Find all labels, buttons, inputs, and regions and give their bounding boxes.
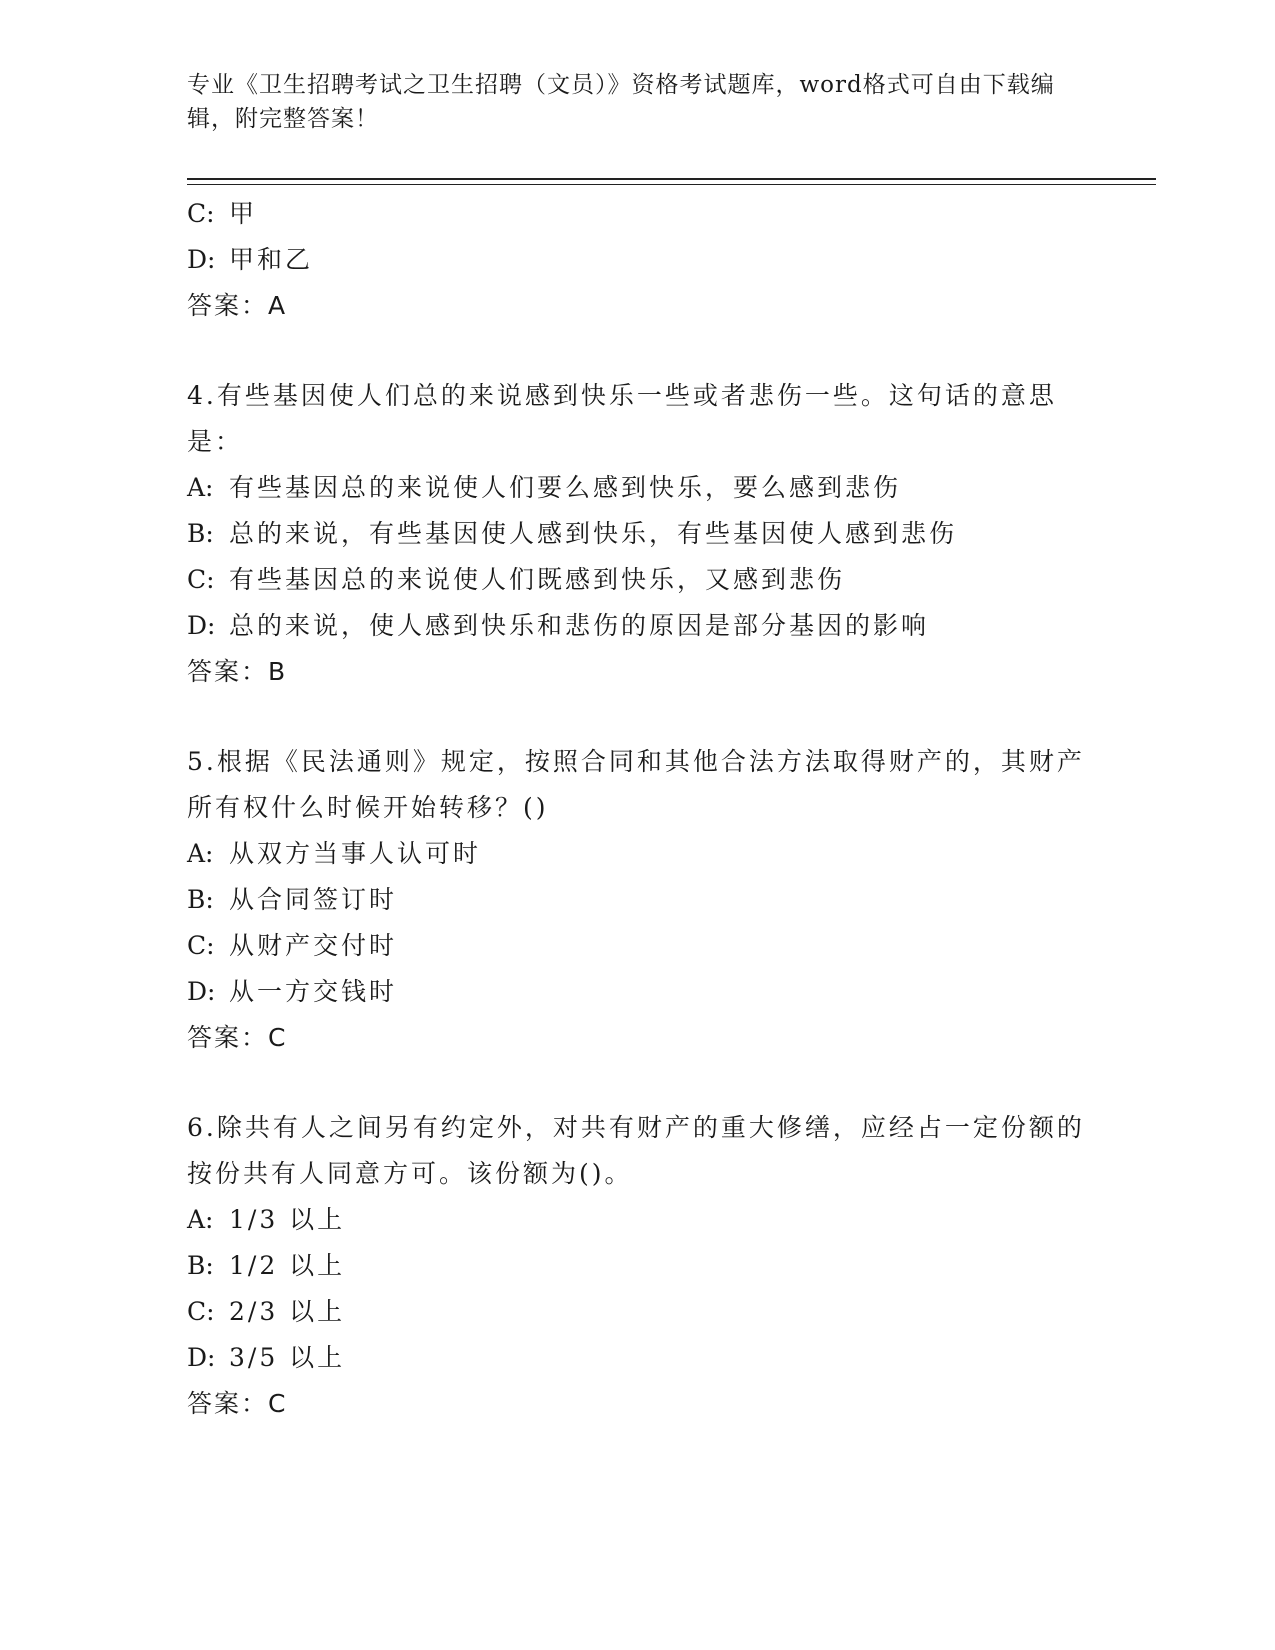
- option-text: 3/5 以上: [229, 1343, 346, 1372]
- option-label: B:: [187, 1251, 214, 1280]
- option-c: [187, 191, 1087, 237]
- option-d: [187, 237, 1087, 283]
- option-d: [187, 969, 1087, 1015]
- header-text: 专业《卫生招聘考试之卫生招聘（文员）》资格考试题库，word格式可自由下载编辑，附完整答案！: [187, 72, 1055, 132]
- option-a: [187, 1197, 1087, 1243]
- option-text: 总的来说，使人感到快乐和悲伤的原因是部分基因的影响: [229, 611, 930, 640]
- option-text: 甲和乙: [229, 245, 314, 274]
- option-text: 有些基因总的来说使人们要么感到快乐，要么感到悲伤: [229, 473, 902, 502]
- option-d: [187, 603, 1087, 649]
- answer-line: 答案：B: [187, 657, 288, 686]
- option-text: 总的来说，有些基因使人感到快乐，有些基因使人感到悲伤: [229, 519, 958, 548]
- option-text: 甲: [229, 199, 258, 228]
- option-label: B:: [187, 519, 214, 548]
- option-a: [187, 831, 1087, 877]
- header-divider: [187, 178, 1156, 185]
- spacer: [187, 1061, 1087, 1105]
- question-list: [187, 191, 1087, 1427]
- question-5: [187, 739, 1087, 1061]
- option-text: 1/2 以上: [229, 1251, 346, 1280]
- option-label: B:: [187, 885, 214, 914]
- option-c: [187, 1289, 1087, 1335]
- option-text: 有些基因总的来说使人们既感到快乐，又感到悲伤: [229, 565, 846, 594]
- option-c: [187, 557, 1087, 603]
- option-text: 从一方交钱时: [229, 977, 398, 1006]
- answer-line: 答案：C: [187, 1389, 288, 1418]
- partial-question: [187, 191, 1087, 329]
- answer-line: 答案：C: [187, 1023, 288, 1052]
- option-text: 从合同签订时: [229, 885, 398, 914]
- option-text: 从双方当事人认可时: [229, 839, 482, 868]
- option-b: [187, 877, 1087, 923]
- question-6: [187, 1105, 1087, 1427]
- option-text: 1/3 以上: [229, 1205, 346, 1234]
- option-d: [187, 1335, 1087, 1381]
- option-label: C:: [187, 565, 215, 594]
- option-label: C:: [187, 931, 215, 960]
- option-label: A:: [187, 839, 214, 868]
- question-text: 5.根据《民法通则》规定，按照合同和其他合法方法取得财产的，其财产所有权什么时候开始转移？(): [187, 747, 1085, 822]
- option-label: D:: [187, 1343, 216, 1372]
- option-b: [187, 1243, 1087, 1289]
- option-label: D:: [187, 245, 216, 274]
- option-text: 从财产交付时: [229, 931, 398, 960]
- option-label: A:: [187, 473, 214, 502]
- option-label: D:: [187, 977, 216, 1006]
- option-text: 2/3 以上: [229, 1297, 346, 1326]
- question-4: [187, 373, 1087, 695]
- answer-line: 答案：A: [187, 291, 288, 320]
- document-header: [187, 68, 1087, 136]
- option-a: [187, 465, 1087, 511]
- spacer: [187, 695, 1087, 739]
- option-label: C:: [187, 1297, 215, 1326]
- question-text: 4.有些基因使人们总的来说感到快乐一些或者悲伤一些。这句话的意思是：: [187, 381, 1057, 456]
- option-label: A:: [187, 1205, 214, 1234]
- option-c: [187, 923, 1087, 969]
- option-label: D:: [187, 611, 216, 640]
- spacer: [187, 329, 1087, 373]
- option-b: [187, 511, 1087, 557]
- option-label: C:: [187, 199, 215, 228]
- question-text: 6.除共有人之间另有约定外，对共有财产的重大修缮，应经占一定份额的按份共有人同意方可。该份额为()。: [187, 1113, 1085, 1188]
